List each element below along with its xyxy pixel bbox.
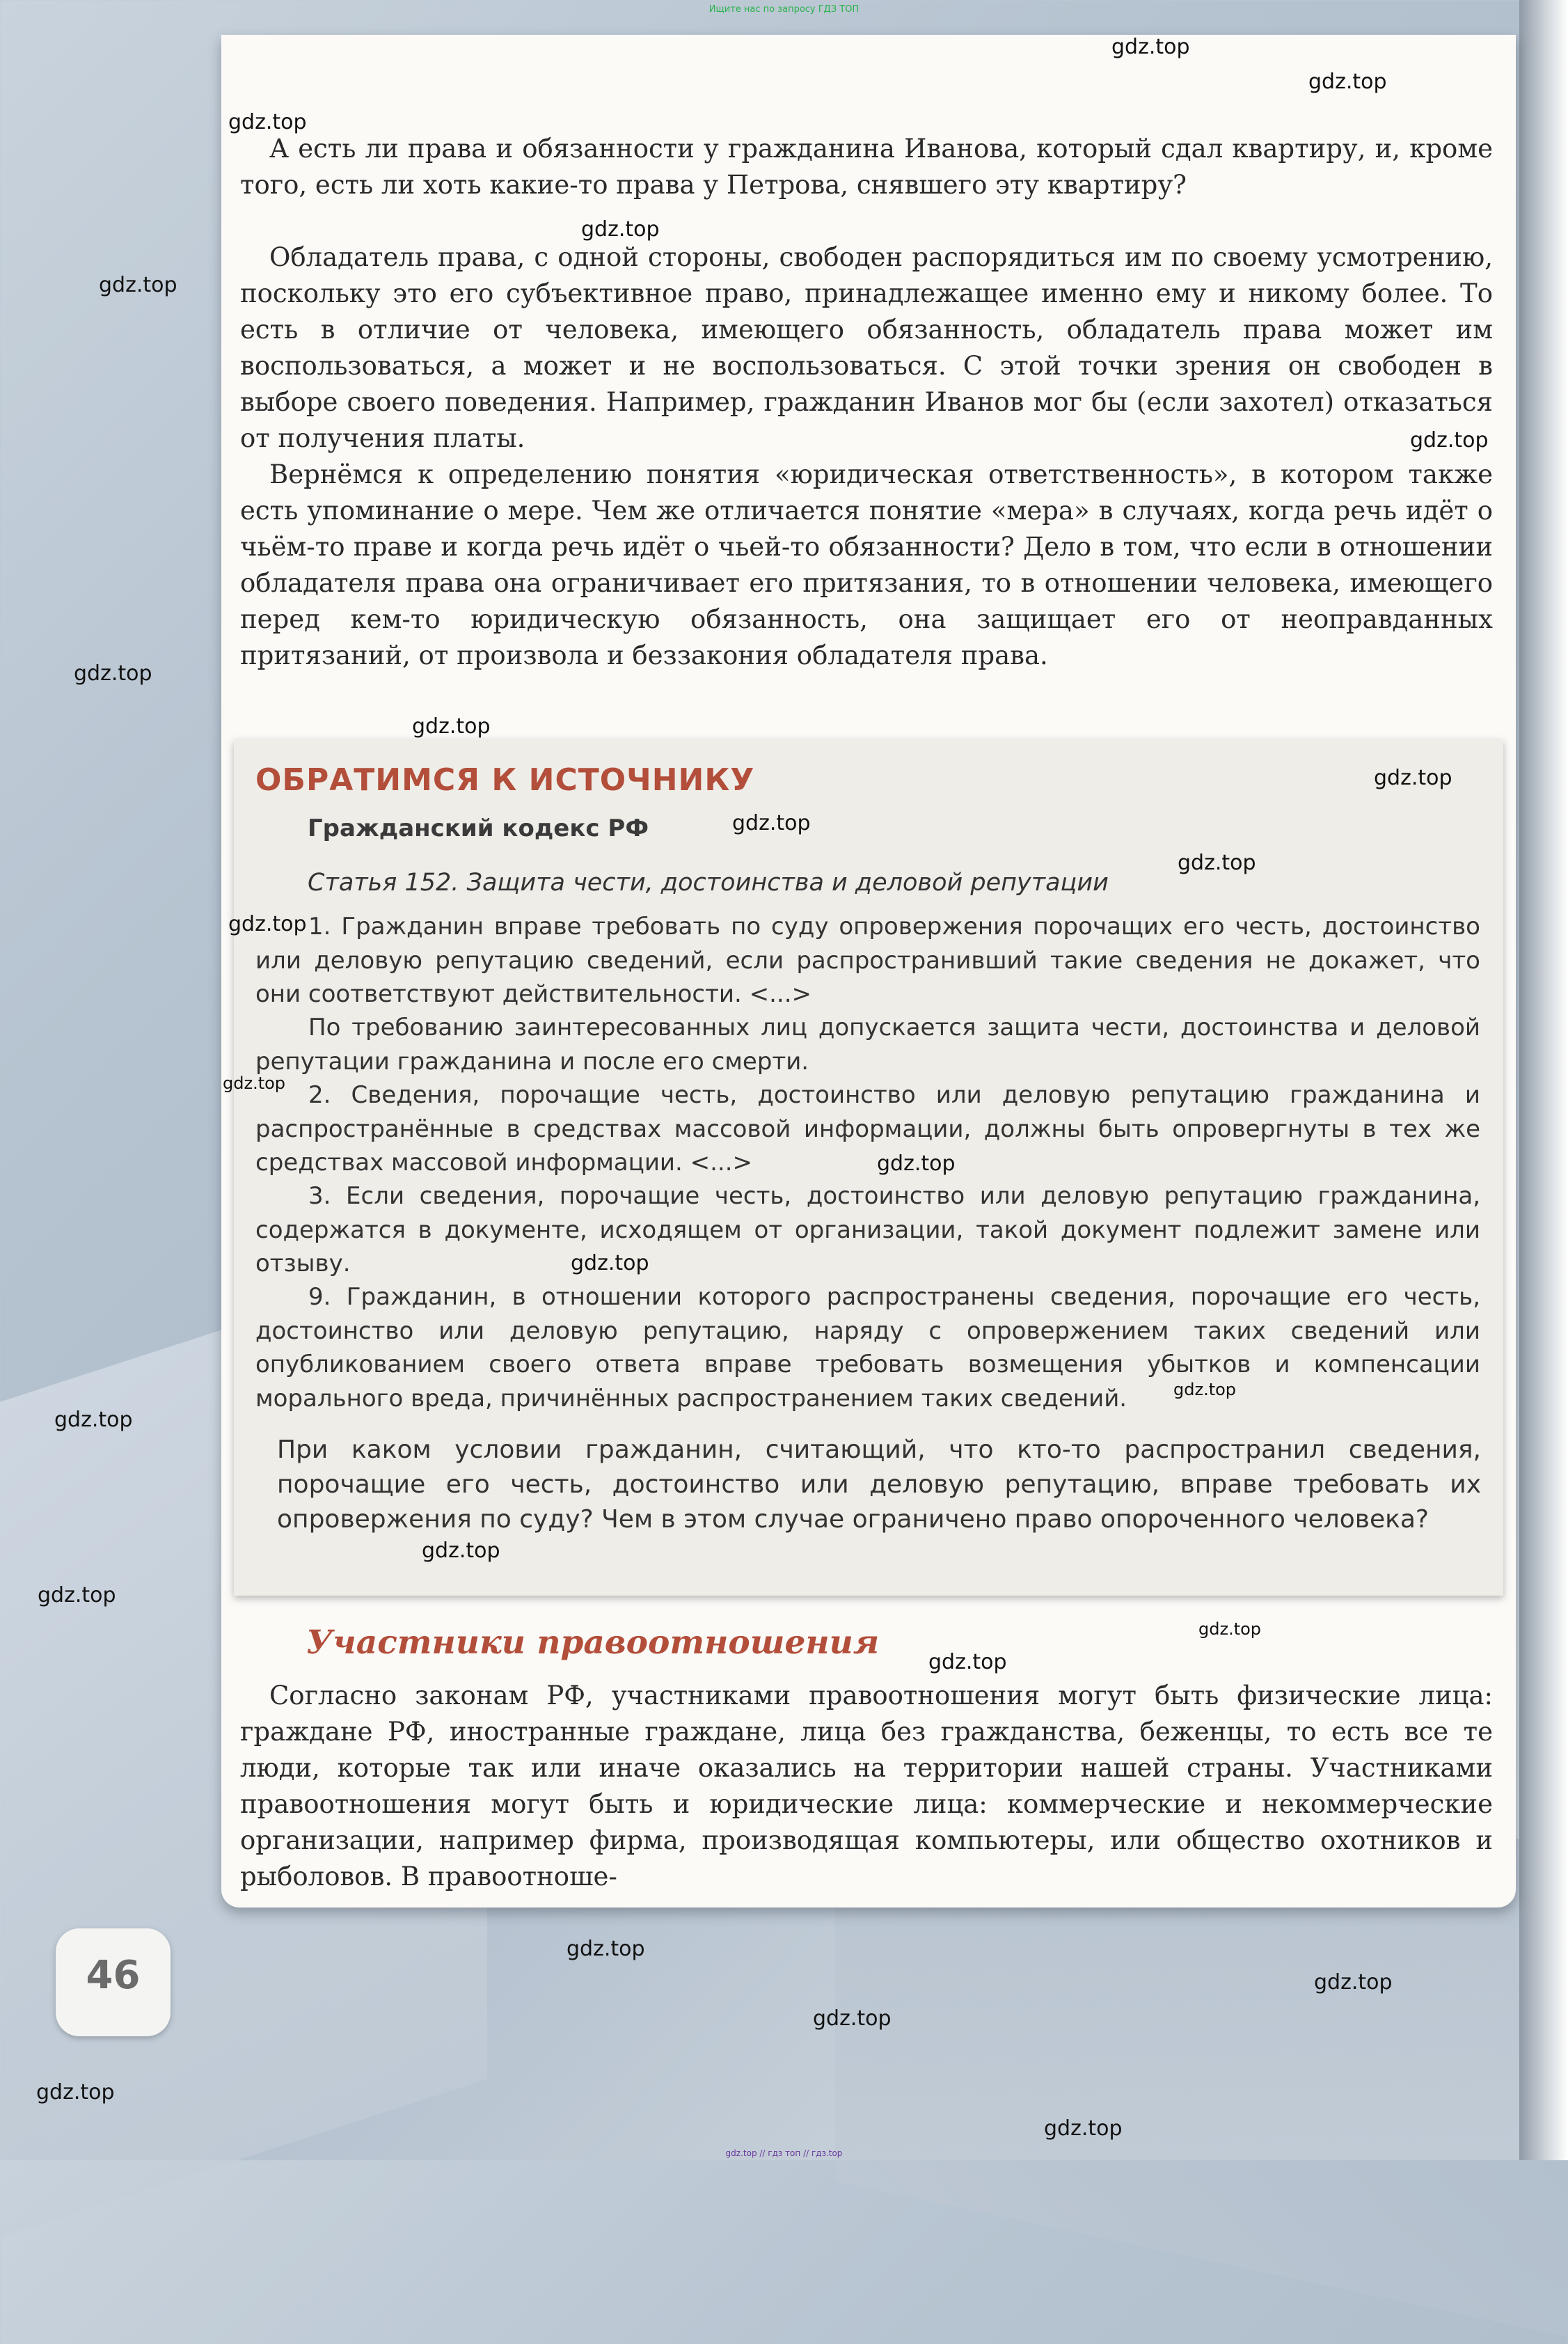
law-item: 2. Сведения, порочащие честь, достоинство или деловую репутацию гражданина и распространённые в средствах массовой информации, должны быть опровергнуты в тех же средствах массовой информации. <...> — [255, 1081, 1480, 1177]
watermark: gdz.top — [36, 2080, 115, 2105]
watermark: gdz.top — [74, 661, 152, 686]
watermark: gdz.top — [1178, 851, 1256, 875]
law-item: 9. Гражданин, в отношении которого распространены сведения, порочащие его честь, достоинство или деловую репутацию, наряду с опровержением таких сведений или опубликованием своего ответа вправе требовать возмещения убытков и компенсации морального вреда, причинённых распространением таких сведений. — [255, 1283, 1480, 1413]
law-item: 3. Если сведения, порочащие честь, достоинство или деловую репутацию гражданина, содержатся в документе, исходящем от организации, такой документ подлежит замене или отзыву. — [255, 1182, 1480, 1277]
paragraph: Обладатель права, с одной стороны, свободен распорядиться им по своему усмотрению, поскольку это его субъективное право, принадлежащее именно ему и никому более. То есть в отличие от человека, имеющего обязанность, обладатель права может им воспользоваться, а может и не воспользоваться. С этой точки зрения он свободен в выборе своего поведения. Например, гражданин Иванов мог бы (если захотел) отказаться от получения платы. — [240, 242, 1493, 453]
paragraph: Вернёмся к определению понятия «юридическая ответственность», в котором также есть упоминание о мере. Чем же отличается понятие «мера» в случаях, когда речь идёт о чьём-то праве и когда речь идёт о чьей-то обязанности? Дело в том, что если в отношении обладателя права она ограничивает его притязания, то в отношении человека, имеющего перед кем-то юридическую обязанность, она защищает его от неоправданных притязаний, от произвола и беззакония обладателя права. — [240, 459, 1493, 670]
watermark: gdz.top — [1173, 1380, 1237, 1399]
watermark: gdz.top — [223, 1073, 286, 1093]
paragraph: А есть ли права и обязанности у гражданина Иванова, который сдал квартиру, и, кроме того, есть ли хоть какие-то права у Петрова, снявшего эту квартиру? — [240, 134, 1493, 200]
watermark: gdz.top — [1111, 35, 1190, 59]
article-heading: Статья 152. Защита чести, достоинства и деловой репутации — [308, 869, 1109, 897]
watermark: gdz.top — [99, 273, 177, 297]
page-number: 46 — [86, 1953, 141, 1998]
paragraph: Согласно законам РФ, участниками правоотношения могут быть физические лица: граждане РФ, иностранные граждане, лица без гражданства, беженцы, то есть все те люди, которые так или иначе оказались на территории нашей страны. Участниками правоотношения могут быть и юридические лица: коммерческие и некоммерческие организации, например фирма, производящая компьютеры, или общество охотников и рыболовов. В правоотноше- — [240, 1681, 1493, 1891]
watermark: gdz.top — [1308, 70, 1387, 94]
top-banner-link[interactable]: Ищите нас по запросу ГДЗ ТОП — [708, 4, 860, 15]
watermark: gdz.top — [567, 1937, 645, 1961]
watermark: gdz.top — [422, 1539, 500, 1563]
watermark: gdz.top — [228, 912, 307, 936]
watermark: gdz.top — [228, 110, 307, 134]
watermark: gdz.top — [1044, 2116, 1123, 2141]
section-heading: Участники правоотношения — [306, 1623, 880, 1662]
law-item: 1. Гражданин вправе требовать по суду опровержения порочащих его честь, достоинство или деловую репутацию сведений, если распространивший такие сведения не докажет, что они соответствуют действительности. <...> — [255, 913, 1480, 1008]
watermark: gdz.top — [928, 1650, 1007, 1674]
watermark: gdz.top — [732, 811, 811, 835]
book-spine-edge — [1519, 0, 1568, 2160]
source-question: При каком условии гражданин, считающий, что кто-то распространил сведения, порочащие его честь, достоинство или деловую репутацию, вправе требовать их опровержения по суду? Чем в этом случае ограничено право опороченного человека? — [277, 1435, 1481, 1534]
watermark: gdz.top — [581, 217, 660, 242]
source-box-subtitle: Гражданский кодекс РФ — [308, 815, 649, 842]
watermark: gdz.top — [1410, 428, 1489, 453]
watermark: gdz.top — [1314, 1970, 1393, 1995]
watermark: gdz.top — [412, 714, 491, 739]
watermark: gdz.top — [54, 1408, 133, 1432]
bottom-banner-link[interactable]: gdz.top // гдз топ // гдз.top — [725, 2148, 843, 2158]
watermark: gdz.top — [38, 1583, 116, 1607]
watermark: gdz.top — [1198, 1619, 1262, 1639]
source-box-title: ОБРАТИМСЯ К ИСТОЧНИКУ — [255, 762, 755, 798]
law-item: По требованию заинтересованных лиц допускается защита чести, достоинства и деловой репутации гражданина и после его смерти. — [255, 1014, 1480, 1076]
watermark: gdz.top — [1374, 766, 1452, 790]
watermark: gdz.top — [877, 1151, 956, 1176]
watermark: gdz.top — [813, 2006, 892, 2031]
watermark: gdz.top — [571, 1251, 649, 1275]
